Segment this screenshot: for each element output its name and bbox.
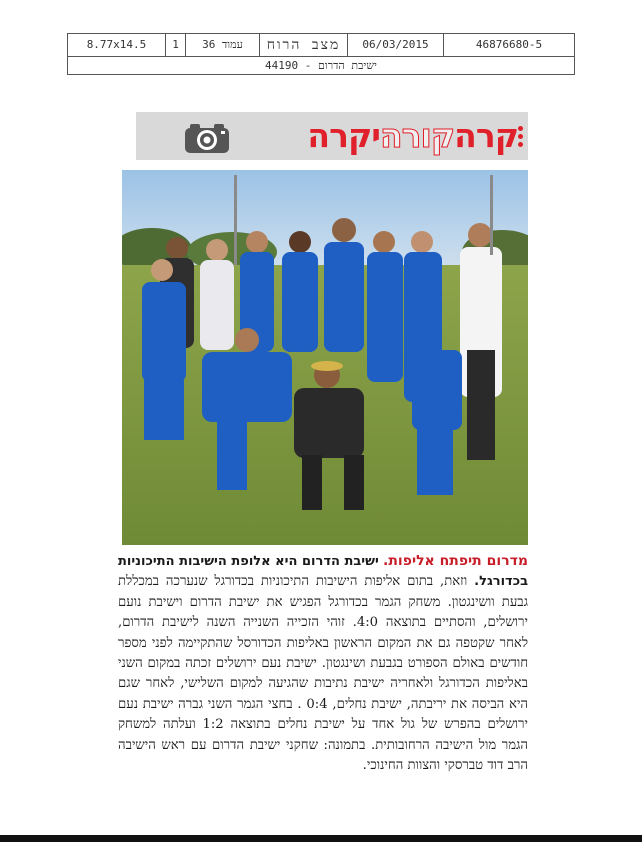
clipping-header: [67, 33, 575, 75]
section-title-part-c: יקרה: [307, 116, 380, 155]
camera-icon: [184, 122, 230, 154]
page-bottom-bar: [0, 835, 642, 842]
clipping-header-row: [68, 34, 574, 57]
article-lead: מדרום תיפתח אליפות.: [383, 553, 528, 569]
clip-page: עמוד 36: [186, 34, 260, 56]
section-title: [307, 116, 518, 156]
section-banner: [136, 112, 528, 160]
banner-dots: [518, 126, 524, 150]
article-first-sentence: ישיבת הדרום היא אלופת הישיבות התיכוניות בכדורגל.: [118, 554, 528, 590]
clip-id: 46876680-5: [475, 38, 543, 51]
section-title-part-a: קרה: [454, 116, 518, 155]
clip-size: 8.77x14.5: [68, 34, 166, 56]
article-text: וזאת, בתום אליפות הישיבות התיכוניות בכדורגל שנערכה במכללת גבעת וושינגטון. משחק הגמר בכדורגל הפגיש את ישיבת הדרום וישיבת נועם ירושלים, והסתיים בתוצאה 4:0. זוהי הזכייה השנייה השנה לישיבת הדרום, לאחר שקטפה גם את המקום הראשון באליפות הכדורסל שהתקיימה לפני מספר חודשים באולם הספורט בגבעת ושינגטון. ישיבת נעם ירושלים זכתה במקום השני באליפות הכדורגל ולאחריה ישיבת נתיבות שהגיעה למקום השלישי, לאחר שגם היא הביסה את יריבתה, ישיבת נחלים, 0:4 . בחצי הגמר השני גברה ישיבת נעם ירושלים בהפרש של גול אחד על ישיבת נחלים בתוצאה 1:2 ועלתה למשחק הגמר מול הישיבה הרחובותית. בתמונה: שחקני ישיבת הדרום עם ראש הישיבה הרב דוד טברסקי והצוות החינוכי.: [118, 574, 528, 774]
clip-publication: מצב הרוח: [260, 34, 348, 56]
section-title-part-b: קורה: [379, 116, 455, 155]
article-body: [118, 551, 528, 776]
team-photo: [122, 170, 528, 545]
article: [108, 107, 538, 832]
clip-count: 1: [166, 34, 186, 56]
clip-date: 06/03/2015: [348, 34, 444, 56]
clip-subject: ישיבת הדרום - 44190: [265, 59, 377, 72]
